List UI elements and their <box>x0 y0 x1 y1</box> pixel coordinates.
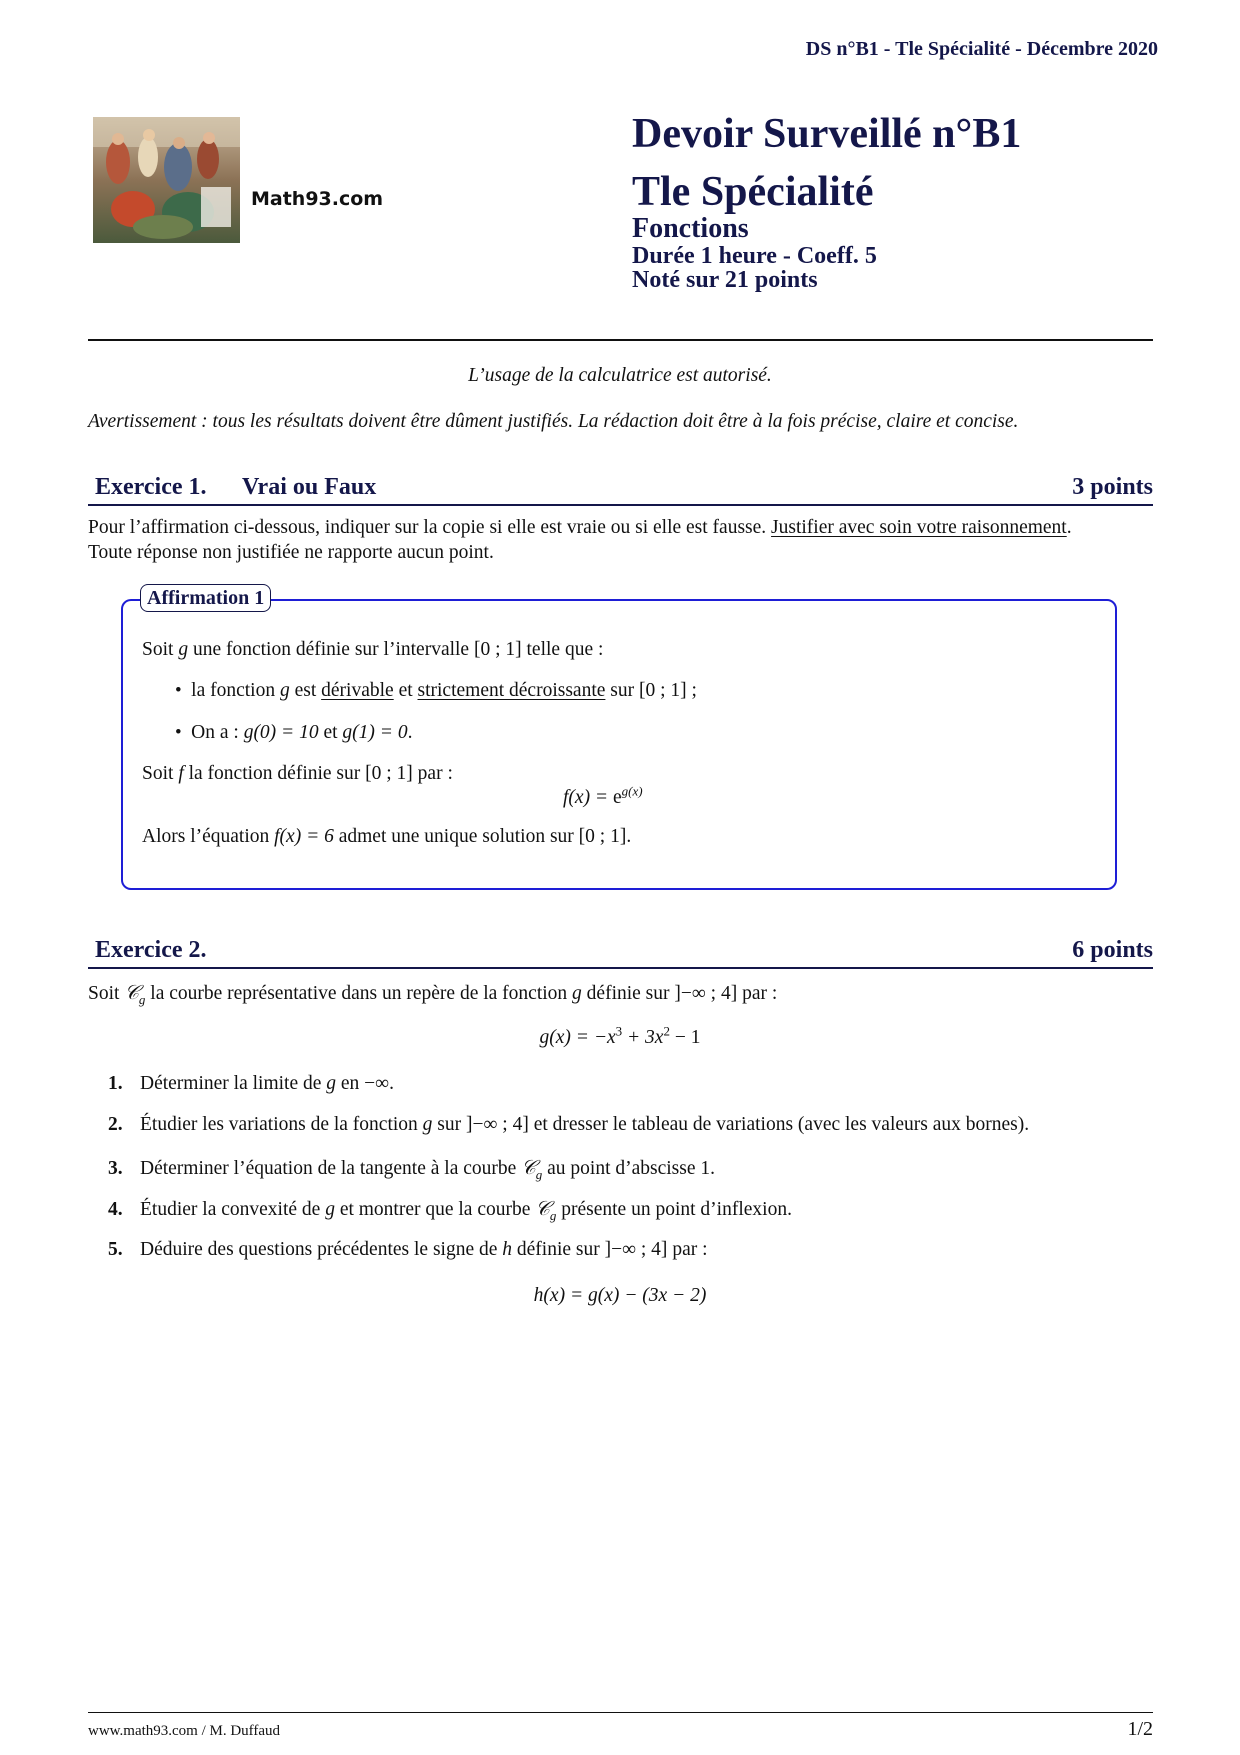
math-var: g <box>279 680 290 701</box>
emphasis: dérivable <box>321 680 394 701</box>
exercise2-intro <box>88 980 777 1006</box>
exercise2-header <box>88 935 1153 969</box>
math-interval: ]−∞ ; 4] <box>674 983 738 1004</box>
math-expr: −∞ <box>364 1073 390 1094</box>
running-header: DS n°B1 - Tle Spécialité - Décembre 2020 <box>805 38 1158 60</box>
affirmation-bullet2 <box>175 721 412 745</box>
math-expr: g(1) = 0 <box>342 722 408 743</box>
text: Soit <box>142 639 179 660</box>
text: par : <box>667 1239 708 1260</box>
question-4 <box>108 1196 792 1222</box>
text: . <box>626 826 632 847</box>
math-var: g <box>178 639 189 660</box>
affirmation-line1 <box>142 638 603 662</box>
text: Étudier les variations de la fonction <box>140 1114 423 1135</box>
text: et <box>318 722 343 743</box>
affirmation-equation <box>563 783 643 810</box>
math-expr: − 1 <box>669 1027 701 1048</box>
affirmation-bullet1 <box>175 679 697 703</box>
math-exponent: 3 <box>615 1023 623 1039</box>
math-expr: g(0) = 10 <box>243 722 319 743</box>
text: la courbe représentative dans un repère de la fonction <box>145 983 573 1004</box>
math-interval: ]−∞ ; 4] <box>604 1239 668 1260</box>
math-var: g <box>325 1199 335 1220</box>
affirmation-line5 <box>142 825 631 849</box>
text: et <box>393 680 418 701</box>
question5-equation: h(x) = g(x) − (3x − 2) <box>533 1285 707 1306</box>
text: et montrer que la courbe <box>334 1199 536 1220</box>
text: sur <box>432 1114 467 1135</box>
math-expr: + 3x <box>622 1027 664 1048</box>
page-title: Devoir Surveillé n°B1 <box>632 111 1022 157</box>
instruction-text: Pour l’affirmation ci-dessous, indiquer sur la copie si elle est vraie ou si elle est fausse. <box>88 517 772 538</box>
question-number: 2. <box>108 1114 123 1135</box>
question-number: 3. <box>108 1158 123 1179</box>
warning-note: Avertissement : tous les résultats doivent être dûment justifiés. La rédaction doit être à la fois précise, claire et concise. <box>88 411 1019 432</box>
curve-symbol: 𝒞 <box>124 980 139 1004</box>
question-5 <box>108 1238 708 1262</box>
exercise1-title: Exercice 1. <box>95 474 207 500</box>
math-interval: [0 ; 1] <box>639 680 687 701</box>
page-number: 1/2 <box>1127 1718 1153 1740</box>
exercise1-instructions-line2: Toute réponse non justifiée ne rapporte aucun point. <box>88 542 494 563</box>
emphasis: strictement décroissante <box>417 680 606 701</box>
text: sur <box>605 680 639 701</box>
text: . <box>389 1073 394 1094</box>
header-divider <box>88 339 1153 341</box>
exercise1-points: 3 points <box>1072 474 1153 500</box>
text: On a : <box>191 722 244 743</box>
text: . <box>407 722 413 743</box>
text: par : <box>737 983 778 1004</box>
math-interval: [0 ; 1] <box>473 639 522 660</box>
exercise2-points: 6 points <box>1072 937 1153 963</box>
footer-credit: www.math93.com / M. Duffaud <box>88 1723 281 1739</box>
duration: Durée 1 heure - Coeff. 5 <box>632 243 877 269</box>
bullet-icon: • <box>175 680 192 701</box>
math-var: g <box>326 1073 337 1094</box>
exercise1-instructions <box>88 516 1072 540</box>
math-var: g <box>422 1114 433 1135</box>
text: la fonction définie sur <box>183 763 366 784</box>
curve-subscript: g <box>535 1166 543 1182</box>
text: en <box>336 1073 365 1094</box>
instruction-text-end: . <box>1066 517 1072 538</box>
math-expr: g(x) = −x <box>539 1027 616 1048</box>
question-1 <box>108 1072 394 1096</box>
text: Déterminer la limite de <box>140 1073 327 1094</box>
math-var: f <box>178 763 184 784</box>
curve-subscript: g <box>138 991 146 1007</box>
question-number: 5. <box>108 1239 123 1260</box>
text: . <box>710 1158 716 1179</box>
math-exponent: 2 <box>663 1023 670 1039</box>
subject: Fonctions <box>632 213 749 244</box>
exercise2-title: Exercice 2. <box>95 937 207 963</box>
math-var: h <box>502 1239 513 1260</box>
text: une fonction définie sur l’intervalle <box>188 639 474 660</box>
text: et dresser le tableau de variations (avec les valeurs aux bornes). <box>528 1114 1030 1135</box>
curve-symbol: 𝒞 <box>535 1196 550 1220</box>
math-interval: [0 ; 1] <box>365 763 413 784</box>
calculator-note: L’usage de la calculatrice est autorisé. <box>468 365 772 386</box>
text: par : <box>412 763 453 784</box>
text: telle que : <box>521 639 604 660</box>
text: Alors l’équation <box>142 826 275 847</box>
text: la fonction <box>191 680 280 701</box>
footer-divider <box>88 1712 1153 1713</box>
text: Soit <box>88 983 125 1004</box>
math-expr: 1 <box>700 1158 711 1179</box>
question-3 <box>108 1155 715 1181</box>
curve-subscript: g <box>549 1207 557 1223</box>
text: définie sur <box>581 983 675 1004</box>
total-score: Noté sur 21 points <box>632 267 818 293</box>
exercise1-name: Vrai ou Faux <box>242 474 377 500</box>
instruction-emphasis: Justifier avec soin votre raisonnement <box>771 517 1067 538</box>
math-interval: ]−∞ ; 4] <box>466 1114 529 1135</box>
text: présente un point d’inflexion. <box>556 1199 792 1220</box>
curve-symbol: 𝒞 <box>521 1155 536 1179</box>
math-exp-base: e <box>612 787 622 808</box>
exercise2-equation <box>0 1023 1240 1050</box>
page-subtitle: Tle Spécialité <box>632 169 874 215</box>
bullet-icon: • <box>175 722 192 743</box>
text: Étudier la convexité de <box>140 1199 326 1220</box>
text: Déterminer l’équation de la tangente à la courbe <box>140 1158 522 1179</box>
question-number: 4. <box>108 1199 123 1220</box>
math-expr: f(x) = <box>563 787 613 808</box>
text: admet une unique solution sur <box>333 826 579 847</box>
text: Soit <box>142 763 179 784</box>
math-exponent: g(x) <box>621 783 643 799</box>
math-interval: [0 ; 1] <box>578 826 627 847</box>
question-2 <box>108 1113 1029 1137</box>
site-name: Math93.com <box>251 188 384 210</box>
exercise1-header <box>88 472 1153 506</box>
text: Déduire des questions précédentes le signe de <box>140 1239 503 1260</box>
text: est <box>289 680 322 701</box>
text: ; <box>686 680 697 701</box>
question-number: 1. <box>108 1073 123 1094</box>
affirmation-line4 <box>142 762 453 786</box>
math-var: g <box>572 983 582 1004</box>
text: au point d’abscisse <box>542 1158 701 1179</box>
logo-painting <box>93 117 240 243</box>
affirmation-label: Affirmation 1 <box>140 584 271 612</box>
text: définie sur <box>512 1239 605 1260</box>
math-expr: f(x) = 6 <box>274 826 334 847</box>
